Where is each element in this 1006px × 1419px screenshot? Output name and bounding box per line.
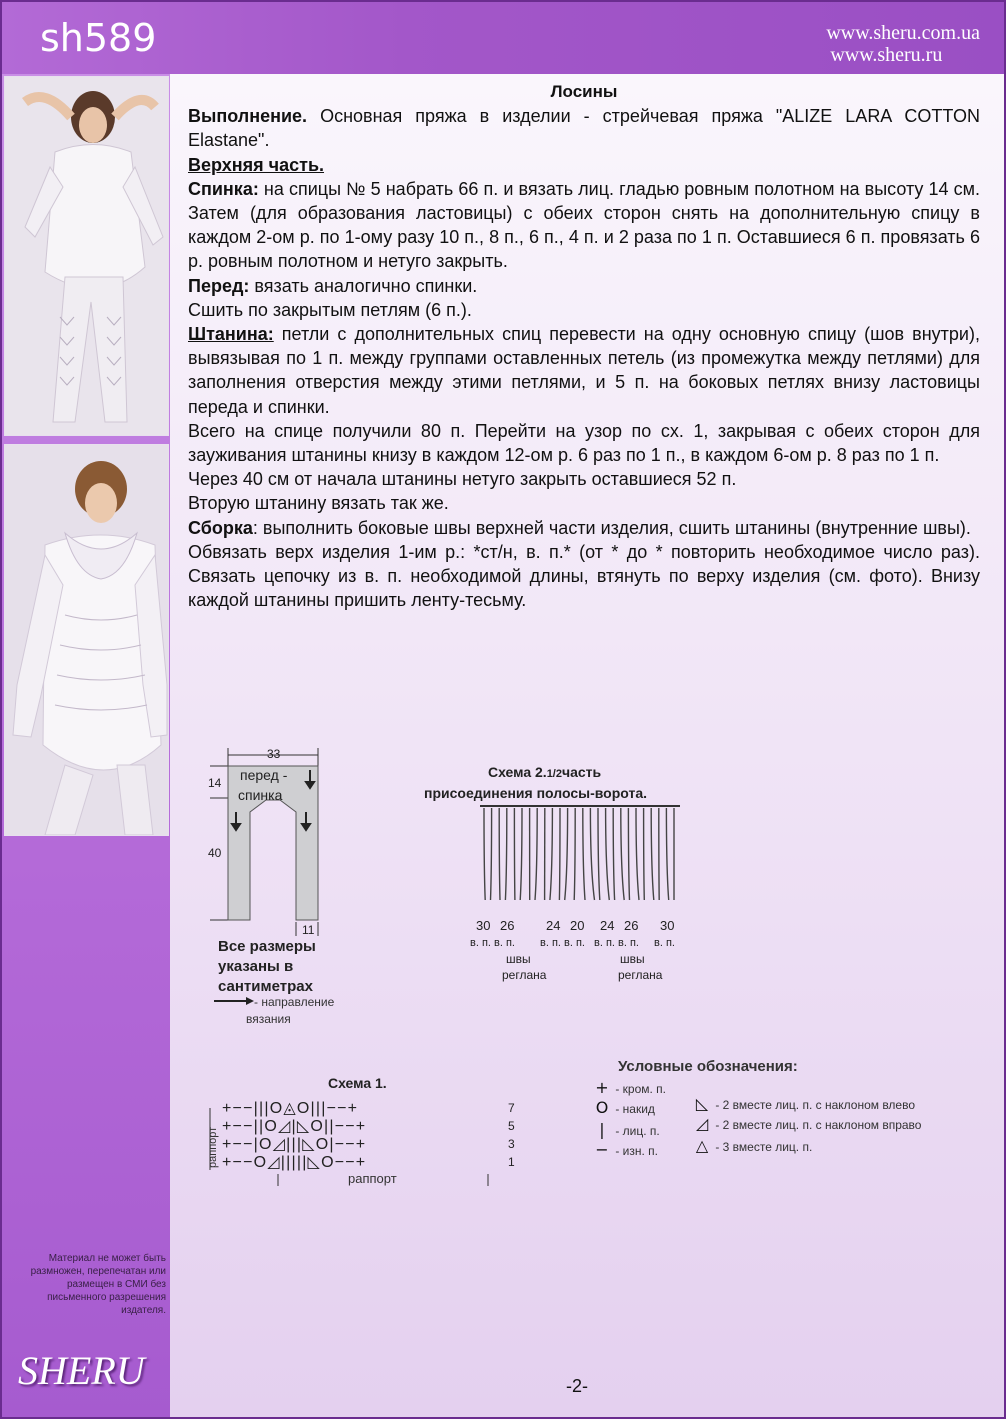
piece-label-2: спинка [238, 787, 283, 803]
loop-count-label: 24 [546, 918, 561, 933]
legend-symbol: O [595, 1098, 609, 1117]
collar-strand [590, 808, 594, 900]
collar-strand [666, 808, 668, 900]
legend-item [592, 1120, 660, 1139]
legend-item [692, 1136, 812, 1155]
legend-title: Условные обозначения: [618, 1058, 798, 1075]
note-line-1: Все размеры [218, 938, 316, 955]
height-top-label: 14 [208, 776, 222, 790]
legend-symbol: ◺ [695, 1094, 709, 1113]
chart-row: +−−O◿|||||◺O−−+ [222, 1154, 367, 1171]
collar-strand [484, 808, 485, 900]
collar-strand [598, 808, 600, 900]
seam-label-left: швы [506, 952, 531, 966]
site-links [826, 22, 980, 66]
legend-symbol: △ [695, 1136, 709, 1155]
back-paragraph: Спинка: на спицы № 5 набрать 66 п. и вязать лиц. гладью ровным полотном на высоту 14 см. Затем (для образования ластовицы) с обеих сторон снять на дополнительную спицу в каждом 2-ом р. по 1-ому разу 10 п., 8 п., 6 п., 4 п. и 2 раза по 1 п. Оставшиеся 6 п. провязать 6 р. ровным полотном и нетуго закрыть. [188, 178, 980, 272]
pattern-code: sh589 [40, 16, 157, 60]
collar-strand [651, 808, 654, 900]
note-line-2: указаны в [218, 958, 294, 975]
arrow-note-1: - направление [254, 995, 335, 1009]
legend-text: - 2 вместе лиц. п. с наклоном вправо [712, 1118, 922, 1132]
second-leg-paragraph: Вторую штанину вязать так же. [188, 493, 449, 514]
legend-item [692, 1094, 915, 1113]
chain-stitch-label: в. п. [618, 937, 639, 949]
height-leg-label: 40 [208, 846, 222, 860]
legend-item [592, 1098, 655, 1117]
collar-strand [574, 808, 575, 900]
chart-row: +−−|O◿|||◺O|−−+ [222, 1136, 367, 1153]
loop-count-label: 30 [660, 918, 675, 933]
total-paragraph: Всего на спице получили 80 п. Перейти на узор по сх. 1, закрывая с обеих сторон для зауживания штанины книзу в каждом 12-ом р. 6 раз по 1 п., в каждом 6-ом р. 8 раз по 1 п. [188, 420, 980, 466]
loop-count-label: 30 [476, 918, 491, 933]
collar-strand [621, 808, 624, 900]
chain-stitch-label: в. п. [594, 937, 615, 949]
chain-stitch-label: в. п. [494, 937, 515, 949]
collar-strand [606, 808, 610, 900]
scheme-1-chart [200, 1070, 530, 1190]
brand-logo: SHERU [18, 1348, 145, 1393]
legend-text: - 3 вместе лиц. п. [712, 1140, 813, 1154]
article-title: Лосины [550, 82, 618, 101]
legend-text: - накид [612, 1102, 655, 1116]
collar-strand [583, 808, 585, 900]
intro-paragraph: Выполнение. Основная пряжа в изделии - стрейчевая пряжа "ALIZE LARA COTTON Elastane". [188, 106, 980, 151]
model-photo-2 [4, 444, 169, 836]
legend-text: - 2 вместе лиц. п. с наклоном влево [712, 1098, 916, 1112]
model-photo-2-illustration [5, 445, 168, 835]
scheme2-labels [470, 918, 675, 949]
collar-strand [514, 808, 515, 900]
copyright-notice: Материал не может быть размножен, перепечатан или размещен в СМИ без письменного разрешения издателя. [30, 1253, 166, 1316]
collar-strand [613, 808, 614, 900]
front-paragraph: Перед: вязать аналогично спинки. [188, 275, 478, 296]
legend-symbol: − [595, 1140, 609, 1159]
row-number: 7 [508, 1101, 515, 1115]
collar-strand [644, 808, 645, 900]
scheme2-title-3: присоединения полосы-ворота. [424, 785, 647, 801]
collar-strand [499, 808, 500, 900]
row-number: 5 [508, 1119, 515, 1133]
leggings-pattern-diagram [200, 740, 370, 1040]
assembly-paragraph: Сборка: выполнить боковые швы верхней части изделия, сшить штанины (внутренние швы). [188, 517, 971, 538]
scheme2-title-frac: 1/2 [546, 768, 562, 780]
header-bar [2, 2, 1004, 74]
page-number: -2- [566, 1376, 588, 1396]
raglan-label-right: реглана [618, 968, 663, 982]
after40-paragraph: Через 40 см от начала штанины нетуго закрыть оставшиеся 52 п. [188, 469, 737, 490]
collar-strand [628, 808, 629, 900]
scheme2-title-2: часть [561, 764, 602, 780]
chart-row: +−−|||O◬O|||−−+ [222, 1100, 359, 1117]
svg-text:Схема 2.1/2часть [488, 764, 602, 780]
site-link-ua[interactable]: www.sheru.com.ua [826, 22, 980, 44]
legend-text: - кром. п. [612, 1082, 667, 1096]
legend-symbol: + [595, 1078, 609, 1097]
legend-item [692, 1114, 921, 1133]
collar-strand [565, 808, 568, 900]
legend-item [592, 1140, 658, 1159]
legend-item [592, 1078, 666, 1097]
row-number: 3 [508, 1137, 515, 1151]
collar-strand [559, 808, 560, 900]
scheme1-title: Схема 1. [328, 1075, 387, 1091]
collar-strands [480, 806, 680, 900]
model-photo-1 [4, 76, 169, 436]
collar-strand [491, 808, 492, 900]
loop-count-label: 26 [500, 918, 515, 933]
legend-text: - изн. п. [612, 1144, 658, 1158]
loop-count-label: 20 [570, 918, 585, 933]
collar-strand [636, 808, 639, 900]
chart-row: +−−||O◿|◺O||−−+ [222, 1118, 367, 1135]
loop-count-label: 24 [600, 918, 615, 933]
legend-text: - лиц. п. [612, 1124, 660, 1138]
collar-strand [550, 808, 553, 900]
collar-strand [505, 808, 506, 900]
chain-stitch-label: в. п. [470, 937, 491, 949]
seam-label-right: швы [620, 952, 645, 966]
scheme2-title-1: Схема 2. [488, 764, 547, 780]
chain-stitch-label: в. п. [564, 937, 585, 949]
collar-strand [535, 808, 537, 900]
chain-stitch-label: в. п. [540, 937, 561, 949]
legend-symbol: ◿ [695, 1114, 709, 1133]
scheme-2-diagram [418, 760, 718, 990]
bottom-label: 11 [302, 923, 315, 937]
note-line-3: сантиметрах [218, 978, 313, 995]
collar-strand [520, 808, 522, 900]
scheme1-rapport-vertical: раппорт [207, 1126, 219, 1168]
article-text [188, 80, 980, 612]
intro-head: Выполнение. [188, 106, 308, 127]
site-link-ru[interactable]: www.sheru.ru [830, 44, 943, 66]
loop-count-label: 26 [624, 918, 639, 933]
model-photo-1-illustration [5, 77, 168, 435]
scheme1-rapport-horizontal: раппорт [348, 1171, 397, 1186]
legend-symbol: | [599, 1120, 605, 1139]
section-heading-top: Верхняя часть. [188, 154, 325, 175]
chain-stitch-label: в. п. [654, 937, 675, 949]
arrow-note-2: вязания [246, 1012, 291, 1026]
legend [592, 1058, 992, 1168]
finish-paragraph: Обвязать верх изделия 1-им р.: *ст/н, в. п.* (от * до * повторить необходимое число раз). Связать цепочку из в. п. необходимой длины, втянуть по верху изделия (см. фото). Внизу каждой штанины пришить ленту-тесьму. [188, 541, 980, 611]
raglan-label-left: реглана [502, 968, 547, 982]
width-label: 33 [267, 747, 281, 761]
sew-paragraph: Сшить по закрытым петлям (6 п.). [188, 299, 472, 320]
leg-paragraph: Штанина: петли с дополнительных спиц перевести на одну основную спицу (шов внутри), вывязывая по 1 п. между группами оставленных петель (из промежутка между петлями) для заполнения отверстия между этими петлями, и 5 п. на боковых петлях внизу ластовицы переда и спинки. [188, 324, 980, 417]
piece-label-1: перед - [240, 767, 288, 783]
row-number: 1 [508, 1155, 515, 1169]
scheme1-rows [222, 1100, 515, 1171]
